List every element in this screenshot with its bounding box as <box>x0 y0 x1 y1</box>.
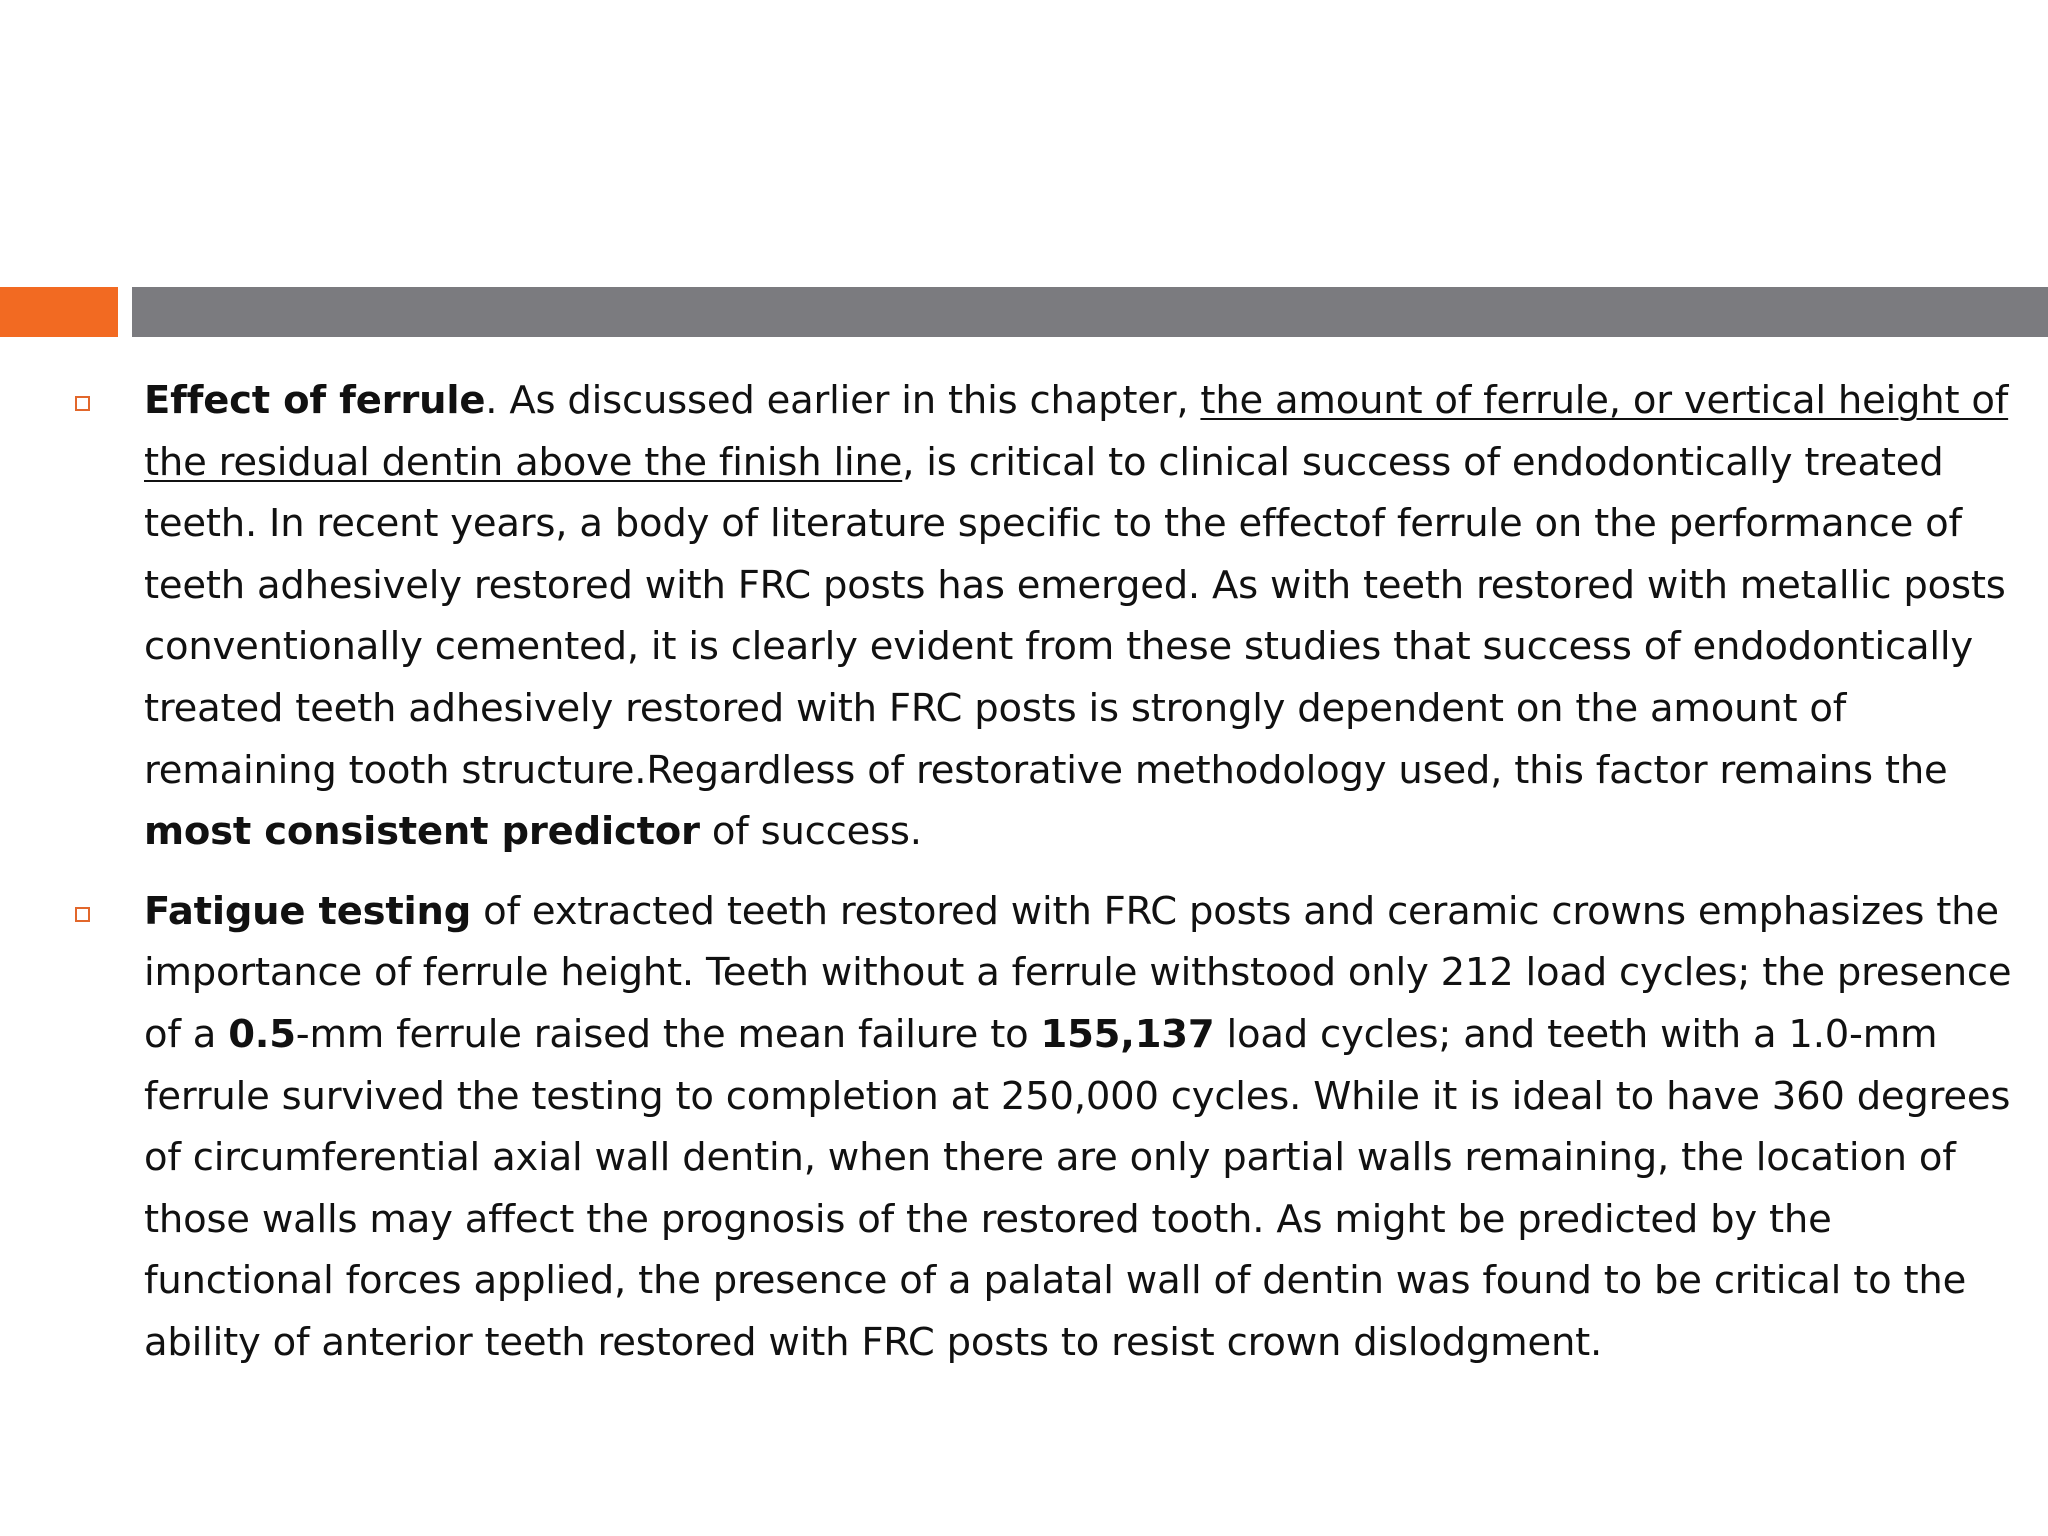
header-accent-block <box>0 287 118 337</box>
square-bullet-icon <box>75 396 90 411</box>
bullet-fatigue-testing <box>0 881 2048 1374</box>
bullet-text: -mm ferrule raised the mean failure to <box>295 1011 1041 1057</box>
header-bar <box>132 287 2048 337</box>
bullet-text: of success. <box>699 809 922 855</box>
bullet-text: , is critical to clinical success of endodontically treated teeth. In recent years, a body of literature specific to the effectof ferrule on the performance of teeth adhesively restored with FRC posts has emerged. As with teeth restored with metallic posts conventionally cemented, it is clearly evident from these studies that success of endodontically treated teeth adhesively restored with FRC posts is strongly dependent on the amount of remaining tooth structure.Regardless of restorative methodology used, this factor remains the <box>144 439 2006 793</box>
bullet-text: of extracted teeth restored with FRC posts and ceramic crowns emphasizes the importance of ferrule height. Teeth without a ferrule withstood only 212 load cycles; the presence of a <box>144 888 2012 1057</box>
bullet-heading-effect-of-ferrule: Effect of ferrule <box>144 378 486 423</box>
emphasis-most-consistent-predictor: most consistent predictor <box>144 809 700 855</box>
bullet-effect-of-ferrule <box>0 370 2048 863</box>
emphasis-load-cycles: 155,137 <box>1040 1011 1215 1057</box>
header-band <box>0 287 2048 337</box>
bullet-text: load cycles; and teeth with a 1.0-mm ferrule survived the testing to completion at 250,000 cycles. While it is ideal to have 360 degrees of circumferential axial wall dentin, when there are only partial walls remaining, the location of those walls may affect the prognosis of the restored tooth. As might be predicted by the functional forces applied, the presence of a palatal wall of dentin was found to be critical to the ability of anterior teeth restored with FRC posts to resist crown dislodgment. <box>144 1011 2011 1365</box>
emphasis-ferrule-height: 0.5 <box>228 1011 296 1057</box>
slide-content <box>0 370 2048 1392</box>
square-bullet-icon <box>75 907 90 922</box>
bullet-text: . As discussed earlier in this chapter, <box>485 378 1201 423</box>
bullet-heading-fatigue-testing: Fatigue testing <box>144 888 472 934</box>
underlined-definition: the amount of ferrule, or vertical height of the residual dentin above the finish line <box>144 378 2009 485</box>
